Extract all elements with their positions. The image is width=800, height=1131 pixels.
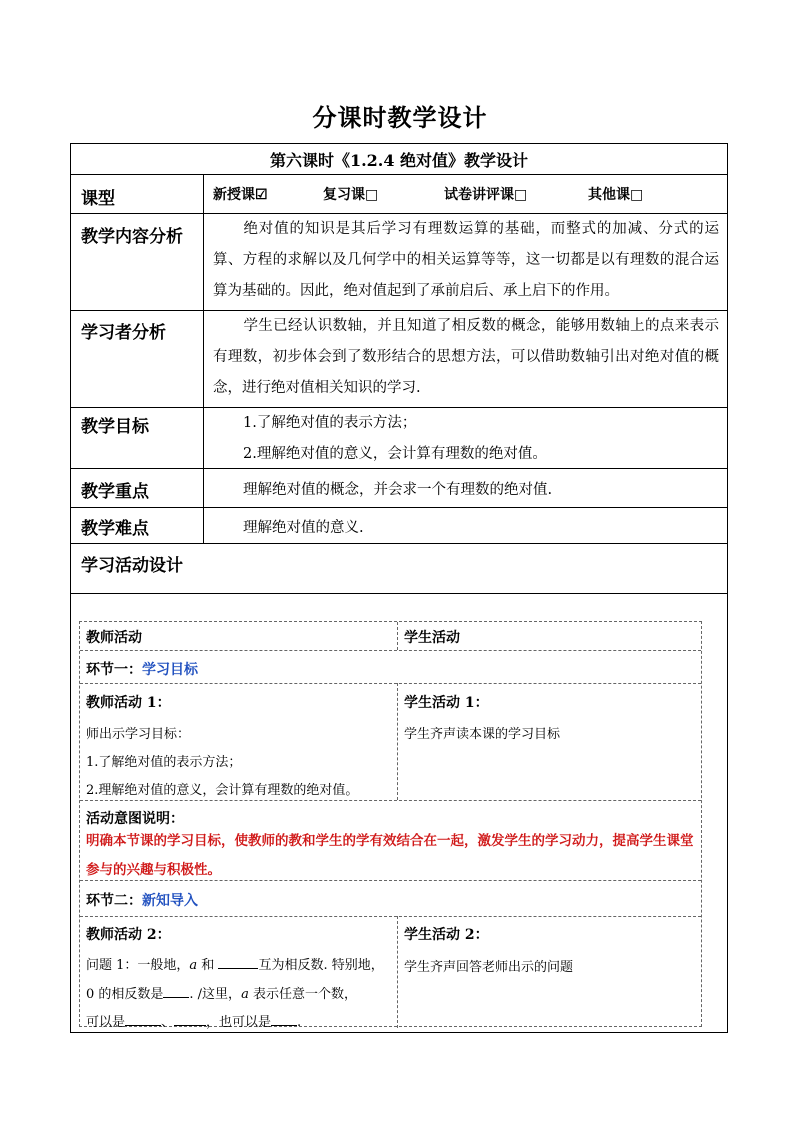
row-divider [80, 800, 701, 801]
row-divider [80, 650, 701, 651]
row-divider [71, 468, 727, 469]
question-text: 互为相反数. 特别地， [258, 958, 384, 973]
student-activity-1-text: 学生齐声读本课的学习目标 [404, 727, 561, 742]
lesson-title: 第六课时《1.2.4 绝对值》教学设计 [269, 151, 529, 170]
student-activity-1-title: 学生活动 1： [404, 695, 489, 711]
key-point-text: 理解绝对值的概念，并会求一个有理数的绝对值. [243, 482, 553, 498]
question-text: 0 的相反数是 [86, 987, 164, 1002]
question-text: ，也可以是 [206, 1015, 272, 1030]
answer-blank [271, 1011, 297, 1026]
teacher-activity-1-line: 1.了解绝对值的表示方法； [86, 755, 242, 770]
answer-blank [125, 1011, 161, 1026]
learner-analysis-text: 学生已经认识数轴，并且知道了相反数的概念，能够用数轴上的点来表示有理数，初步体会到了数形结合的思想方法，可以借助数轴引出对绝对值的概念，进行绝对值相关知识的学习. [213, 318, 719, 396]
section-2-heading [86, 890, 198, 910]
activity-table [79, 621, 702, 1030]
objective-item: 1.了解绝对值的表示方法； [243, 415, 417, 431]
section-prefix: 环节一： [86, 662, 142, 678]
course-type-label: 课型 [81, 189, 115, 209]
row-divider [71, 407, 727, 408]
content-analysis-text: 绝对值的知识是其后学习有理数运算的基础，而整式的加减、分式的运算、方程的求解以及几何学中的相关运算等等，这一切都是以有理数的混合运算为基础的。因此，绝对值起到了承前启后、承上启下的作用。 [213, 221, 719, 299]
option-other-lesson: 其他课□ [588, 187, 644, 203]
option-review-lesson: 复习课□ [323, 187, 379, 203]
column-divider [397, 916, 398, 1028]
key-point-label: 教学重点 [81, 482, 149, 502]
column-divider [203, 174, 204, 543]
student-activity-header: 学生活动 [404, 630, 460, 646]
section-1-heading [86, 659, 198, 679]
answer-blank [218, 954, 258, 969]
teacher-activity-2-title: 教师活动 2： [86, 927, 171, 943]
section-prefix: 环节二： [86, 893, 142, 909]
column-divider [397, 683, 398, 800]
student-activity-2-text: 学生齐声回答老师出示的问题 [404, 960, 574, 975]
teacher-activity-header: 教师活动 [86, 630, 142, 646]
question-1-line-2 [86, 983, 391, 1002]
teacher-activity-1-line: 2.理解绝对值的意义，会计算有理数的绝对值。 [86, 783, 359, 798]
question-text: 、 [161, 1015, 175, 1030]
lesson-design-table [70, 143, 728, 1033]
objective-item: 2.理解绝对值的意义，会计算有理数的绝对值。 [243, 446, 547, 462]
question-text: . /这里， [189, 987, 242, 1002]
teacher-activity-1-title: 教师活动 1： [86, 695, 171, 711]
row-divider [71, 507, 727, 508]
row-divider [80, 683, 701, 684]
student-activity-2-title: 学生活动 2： [404, 927, 489, 943]
teacher-activity-1-line: 师出示学习目标： [86, 727, 191, 742]
content-analysis-label: 教学内容分析 [81, 227, 183, 247]
section-name: 新知导入 [142, 893, 198, 909]
page-title: 分课时教学设计 [312, 104, 488, 132]
question-text: 和 [197, 958, 219, 973]
question-text: 表示任意一个数， [248, 987, 357, 1002]
difficulty-text: 理解绝对值的意义. [243, 520, 364, 536]
answer-blank [174, 1011, 206, 1026]
learner-analysis-label: 学习者分析 [81, 323, 166, 343]
question-1-line-1 [86, 954, 391, 973]
question-1-line-3 [86, 1011, 391, 1030]
variable-a: a [189, 958, 198, 973]
activity-design-label: 学习活动设计 [81, 556, 183, 576]
row-divider [71, 543, 727, 544]
row-divider [71, 593, 727, 594]
intent-title: 活动意图说明： [86, 811, 184, 827]
column-divider [397, 622, 398, 650]
section-name: 学习目标 [142, 662, 198, 678]
option-new-lesson: 新授课☑ [213, 187, 268, 203]
answer-blank [163, 983, 189, 998]
question-text: 问题 1：一般地， [86, 958, 190, 973]
row-divider [80, 916, 701, 917]
variable-a: a [241, 987, 249, 1002]
question-text: . [297, 1015, 302, 1030]
option-exam-review-lesson: 试卷讲评课□ [444, 187, 528, 203]
intent-text: 明确本节课的学习目标，使教师的教和学生的学有效结合在一起，激发学生的学习动力，提高学生课堂参与的兴趣与积极性。 [86, 833, 694, 878]
row-divider [71, 174, 727, 175]
question-text: 可以是 [86, 1015, 126, 1030]
objectives-label: 教学目标 [81, 417, 149, 437]
difficulty-label: 教学难点 [81, 519, 149, 539]
